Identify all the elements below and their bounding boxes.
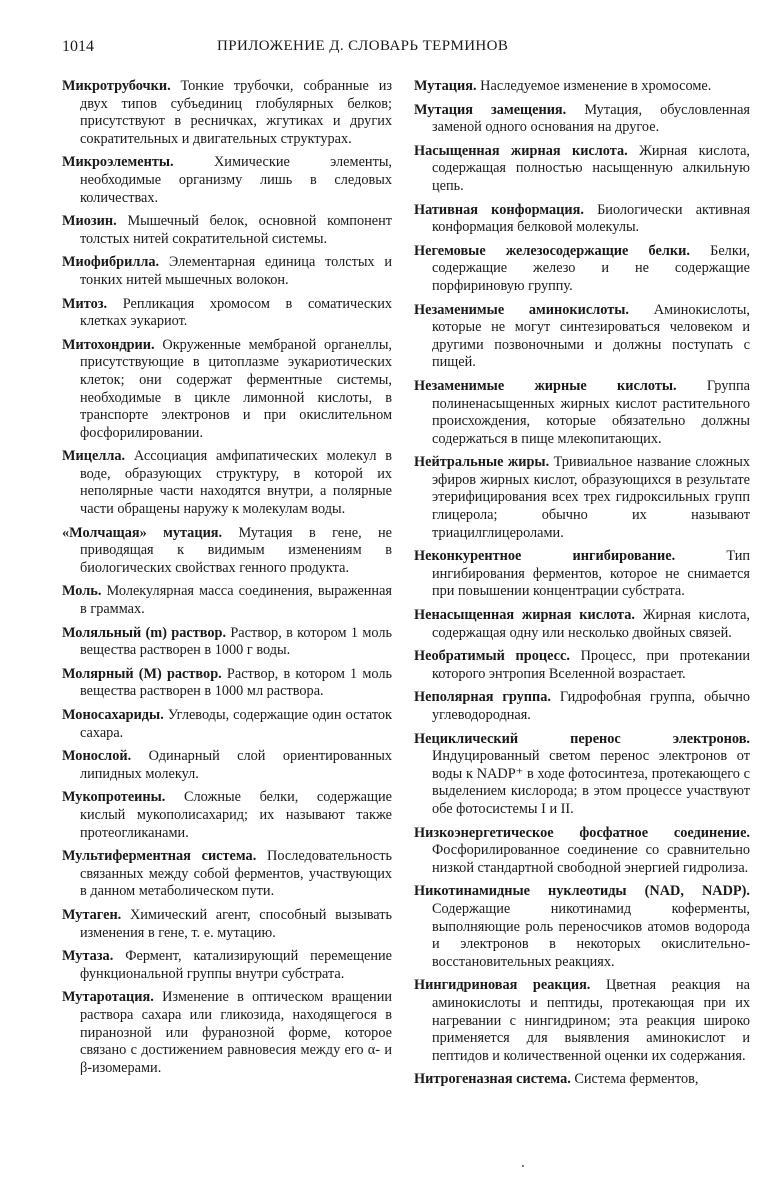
glossary-entry (414, 378, 750, 448)
glossary-definition: Жирная кислота, содержащая полностью насыщенную алкильную цепь. (432, 142, 750, 194)
glossary-entry (414, 883, 750, 971)
glossary-entry (62, 666, 392, 701)
glossary-term: «Молчащая» мутация. (62, 524, 223, 541)
glossary-entry (62, 337, 392, 443)
glossary-definition: Сложные белки, содержащие кислый мукополисахарид; их называют также протеогликанами. (80, 789, 392, 841)
glossary-term: Низкоэнергетическое фосфатное соединение. (414, 824, 750, 841)
glossary-entry (414, 648, 750, 683)
glossary-entry (414, 454, 750, 542)
glossary-entry (62, 583, 392, 618)
glossary-definition: Химические элементы, необходимые организму лишь в следовых количествах. (80, 154, 392, 206)
glossary-definition: Репликация хромосом в соматических клетках эукариот. (80, 295, 392, 330)
glossary-definition: Содержащие никотинамид коферменты, выполняющие роль переносчиков атомов водорода и электронов в некоторых окислительно-восстановительных реакциях. (432, 900, 750, 970)
glossary-term: Моносахариды. (62, 707, 164, 723)
glossary-definition: Раствор, в котором 1 моль вещества растворен в 1000 мл раствора. (80, 665, 393, 700)
glossary-definition: Элементарная единица толстых и тонких нитей мышечных волокон. (80, 254, 392, 288)
glossary-definition: Окруженные мембраной органеллы, присутствующие в цитоплазме эукариотических клеток; они содержат ферментные системы, необходимые в цикле лимонной кислоты, в транспорте электронов и при окислительном фосфорилировании. (80, 336, 392, 441)
glossary-definition: Цветная реакция на аминокислоты и пептиды, протекающая при их нагревании с нингидрином; эта реакция широко применяется для выявления аминокислот и пептидов и количественной оценки их содержания. (432, 977, 751, 1064)
glossary-entry (414, 143, 750, 196)
glossary-entry (414, 243, 750, 296)
glossary-definition: Молекулярная масса соединения, выраженная в граммах. (80, 583, 393, 618)
glossary-entry (62, 748, 392, 783)
glossary-term: Мутаген. (62, 906, 122, 923)
glossary-definition: Наследуемое изменение в хромосоме. (480, 78, 712, 94)
glossary-entry (414, 825, 750, 878)
glossary-term: Неконкурентное ингибирование. (414, 548, 676, 565)
page-mark (522, 1165, 524, 1167)
glossary-term: Насыщенная жирная кислота. (414, 142, 628, 159)
glossary-definition: Жирная кислота, содержащая одну или несколько двойных связей. (432, 607, 751, 641)
glossary-definition: Группа полиненасыщенных жирных кислот растительного происхождения, которые обязательно должны содержаться в пище млекопитающих. (432, 377, 750, 447)
glossary-entry (62, 907, 392, 942)
glossary-term: Миофибрилла. (62, 254, 160, 271)
glossary-definition: Система ферментов, (574, 1071, 699, 1088)
glossary-term: Нингидриновая реакция. (414, 977, 591, 994)
glossary-term: Миозин. (62, 213, 117, 230)
glossary-term: Мутация. (414, 78, 477, 94)
glossary-term: Мицелла. (62, 448, 126, 465)
glossary-entry (414, 78, 750, 96)
glossary-term: Необратимый процесс. (414, 648, 570, 665)
glossary-entry (62, 707, 392, 742)
glossary-entry (414, 102, 750, 137)
glossary-term: Микротрубочки. (62, 78, 171, 94)
glossary-term: Мультиферментная система. (62, 848, 257, 865)
glossary-entry (62, 78, 392, 148)
glossary-entry (62, 213, 392, 248)
glossary-entry (62, 989, 392, 1077)
glossary-entry (62, 625, 392, 660)
glossary-definition: Мутация, обусловленная заменой одного основания на другое. (432, 101, 751, 136)
glossary-term: Митоз. (62, 295, 108, 312)
glossary-term: Молярный (М) раствор. (62, 665, 222, 682)
glossary-definition: Одинарный слой ориентированных липидных молекул. (80, 748, 393, 782)
glossary-definition: Фермент, катализирующий перемещение функциональной группы внутри субстрата. (80, 948, 393, 982)
glossary-term: Незаменимые жирные кислоты. (414, 377, 677, 394)
glossary-term: Микроэлементы. (62, 154, 174, 171)
glossary-term: Мукопротеины. (62, 789, 166, 806)
glossary-entry (414, 607, 750, 642)
glossary-definition: Химический агент, способный вызывать изменения в гене, т. е. мутацию. (80, 906, 392, 941)
glossary-definition: Мышечный белок, основной компонент толстых нитей сократительной системы. (80, 213, 393, 247)
glossary-term: Никотинамидные нуклеотиды (NAD, NADP). (414, 883, 750, 900)
glossary-entry (414, 202, 750, 237)
glossary-term: Ненасыщенная жирная кислота. (414, 607, 635, 624)
left-column (62, 78, 392, 1083)
glossary-entry (414, 302, 750, 372)
glossary-entry (62, 154, 392, 207)
glossary-term: Мутаза. (62, 948, 114, 965)
glossary-entry (62, 525, 392, 578)
page-number: 1014 (62, 38, 94, 55)
glossary-term: Нейтральные жиры. (414, 454, 550, 471)
glossary-term: Моляльный (m) раствор. (62, 624, 227, 641)
glossary-definition: Последовательность связанных между собой ферментов, участвующих в данном метаболическом пути. (80, 848, 392, 900)
glossary-term: Незаменимые аминокислоты. (414, 301, 629, 318)
page-header (62, 38, 752, 58)
glossary-term: Мутация замещения. (414, 101, 567, 118)
glossary-definition: Гидрофобная группа, обычно углеводородная. (432, 689, 750, 723)
glossary-term: Нециклический перенос электронов. (414, 730, 750, 747)
glossary-entry (414, 548, 750, 601)
glossary-term: Монослой. (62, 748, 132, 765)
glossary-term: Мутаротация. (62, 989, 154, 1006)
glossary-entry (414, 689, 750, 724)
glossary-definition: Тривиальное название сложных эфиров жирных кислот, образующихся в результате этерифицирования всех трех гидроксильных групп глицерола; обычно их называют триацилглицеролами. (432, 454, 750, 541)
glossary-definition: Углеводы, содержащие один остаток сахара. (80, 707, 393, 741)
glossary-definition: Раствор, в котором 1 моль вещества растворен в 1000 г воды. (80, 624, 393, 659)
glossary-definition: Белки, содержащие железо и не содержащие порфириновую группу. (432, 242, 750, 294)
glossary-entry (62, 296, 392, 331)
glossary-term: Моль. (62, 583, 102, 600)
right-column (414, 78, 750, 1095)
glossary-entry (414, 1071, 750, 1089)
glossary-entry (62, 948, 392, 983)
running-title: ПРИЛОЖЕНИЕ Д. СЛОВАРЬ ТЕРМИНОВ (217, 38, 509, 54)
glossary-entry (414, 977, 750, 1065)
glossary-entry (62, 848, 392, 901)
glossary-term: Нитрогеназная система. (414, 1071, 571, 1088)
glossary-definition: Аминокислоты, которые не могут синтезироваться человеком и другими позвоночными и должны поступать с пищей. (432, 301, 750, 371)
glossary-entry (414, 731, 750, 819)
glossary-definition: Мутация в гене, не приводящая к видимым изменениям в биологических свойствах генного продукта. (80, 524, 393, 576)
glossary-definition: Фосфорилированное соединение со сравнительно низкой стандартной свободной энергией гидролиза. (432, 842, 750, 876)
glossary-entry (62, 448, 392, 518)
glossary-term: Митохондрии. (62, 336, 155, 353)
glossary-definition: Тип ингибирования ферментов, которое не снимается при повышении концентрации субстрата. (432, 548, 750, 600)
glossary-term: Нативная конформация. (414, 201, 584, 218)
glossary-definition: Ассоциация амфипатических молекул в воде, образующих структуру, в которой их неполярные части находятся внутри, а полярные части обращены наружу к молекулам воды. (80, 448, 392, 518)
glossary-definition: Биологически активная конформация белковой молекулы. (432, 201, 751, 236)
glossary-definition: Изменение в оптическом вращении раствора сахара или гликозида, находящегося в пиранозной или фуранозной форме, которое связано с достижением равновесия между его α- и β-изомерами. (80, 989, 392, 1076)
glossary-entry (62, 254, 392, 289)
glossary-definition: Процесс, при протекании которого энтропия Вселенной возрастает. (432, 648, 750, 682)
glossary-term: Неполярная группа. (414, 689, 551, 706)
glossary-term: Негемовые железосодержащие белки. (414, 242, 690, 259)
glossary-entry (62, 789, 392, 842)
glossary-definition: Индуцированный светом перенос электронов от воды к NADP⁺ в ходе фотосинтеза, протекающего с выделением кислорода; в этом процессе участвуют обе фотосистемы I и II. (432, 748, 750, 817)
glossary-definition: Тонкие трубочки, собранные из двух типов субъединиц глобулярных белков; присутствуют в ресничках, жгутиках и других сократительных и двигательных структурах. (80, 78, 392, 147)
